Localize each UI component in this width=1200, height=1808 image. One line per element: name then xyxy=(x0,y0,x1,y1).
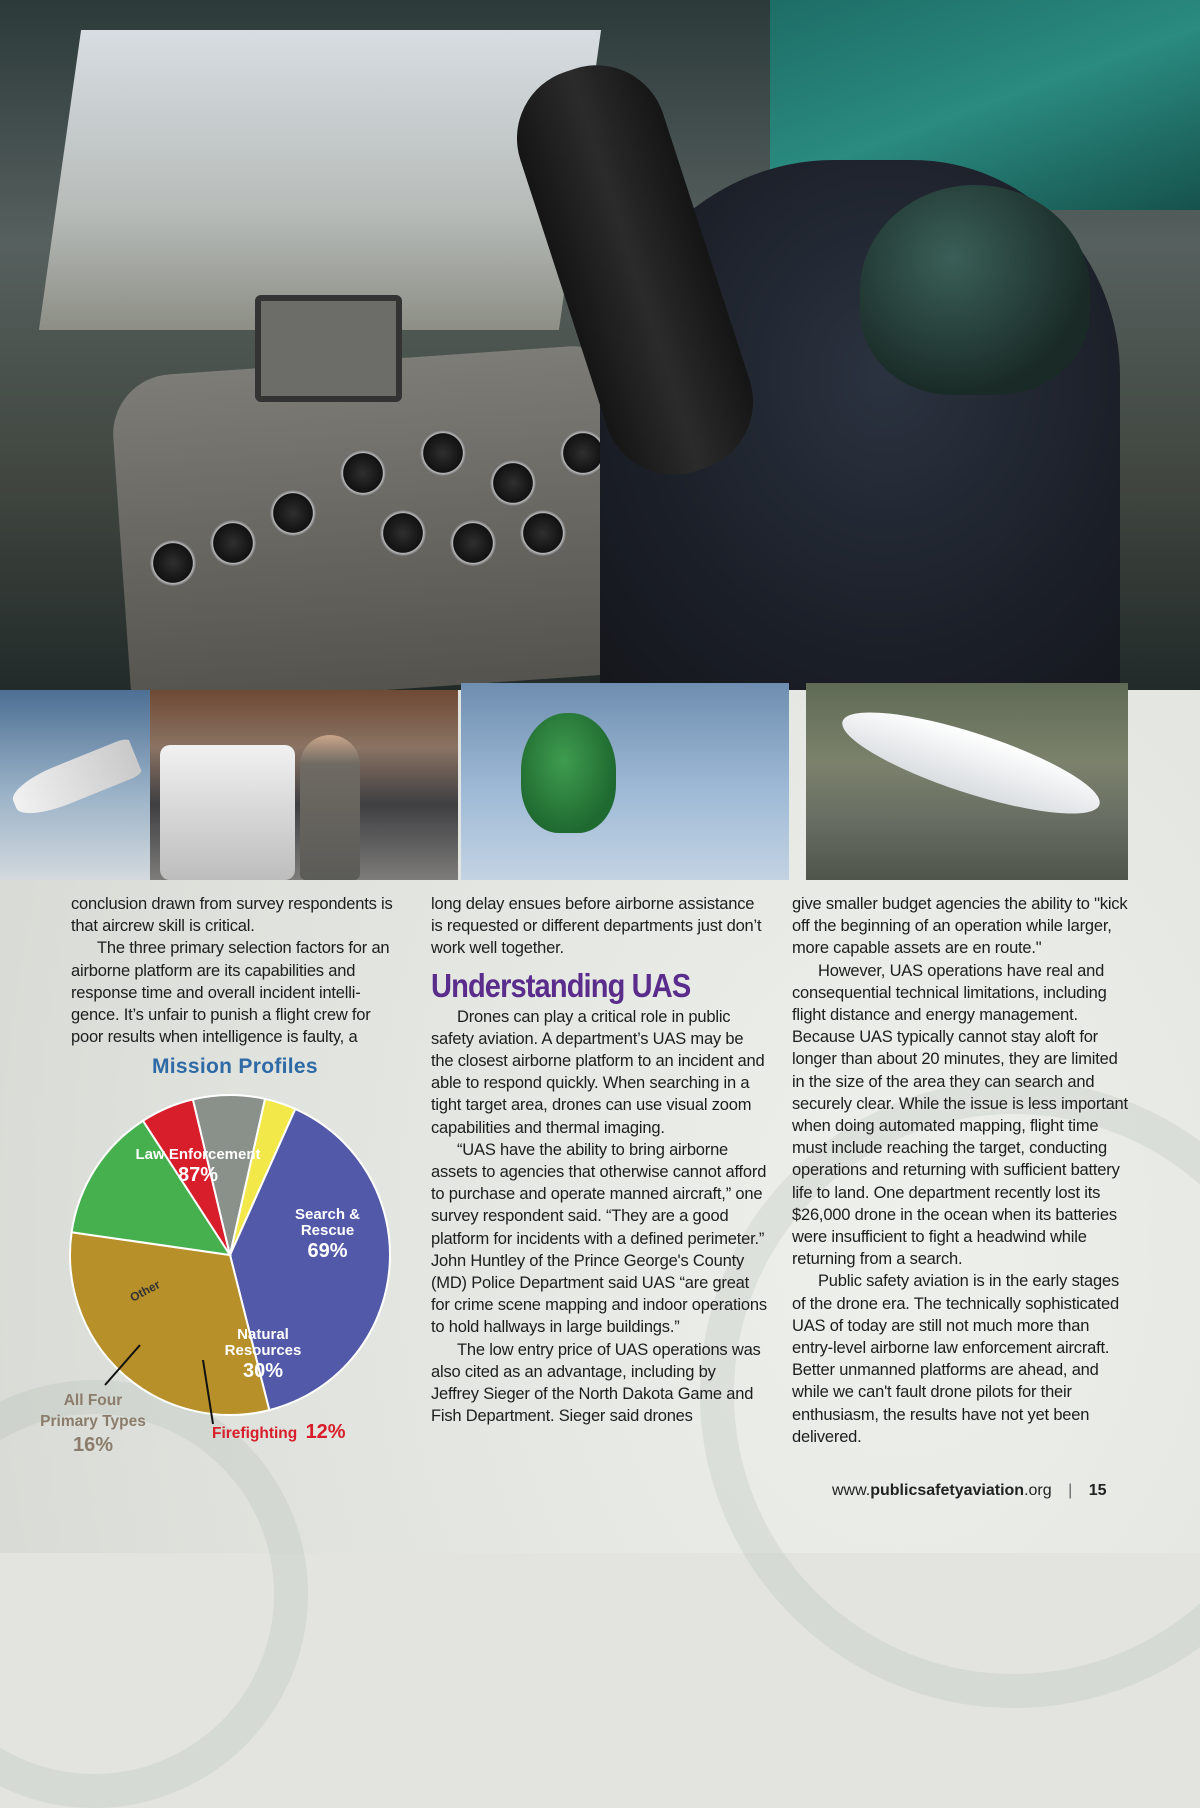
pie-label-search-rescue xyxy=(280,1207,375,1263)
thumb-photo-airplane xyxy=(0,690,150,880)
pie-label-text: Search & xyxy=(294,1206,361,1223)
gauge-icon xyxy=(340,450,386,496)
pie-label-value: 12% xyxy=(305,1421,346,1443)
thumb-photo-helicopter-rescue xyxy=(461,683,789,880)
pie-label-value: 30% xyxy=(242,1360,284,1382)
paragraph: Drones can play a critical role in public safety aviation. A department’s UAS may be the closest airborne platform to an incident and able to respond quickly. When searching in a tight target area, drones can use visual zoom capabilities and thermal imaging. xyxy=(431,1007,765,1137)
pie-label-value: 16% xyxy=(72,1434,114,1456)
suv-shape xyxy=(160,745,295,880)
thumb-photo-drone-pilot xyxy=(150,690,458,880)
pie-label-value: 87% xyxy=(177,1164,219,1186)
thumb-photo-cessna xyxy=(806,683,1128,880)
paragraph: give smaller budget agencies the ability to "kick off the beginning of an operation while larger, more capable assets are en route." xyxy=(792,895,1128,958)
pie-label-all-four xyxy=(28,1390,158,1458)
paragraph: The low entry price of UAS operations was also cited as an advantage, including by Jeffrey Sieger of the North Dakota Game and Fish Department. Sieger said drones xyxy=(431,1340,761,1426)
hero-pilot-helmet xyxy=(860,185,1090,395)
gauge-icon xyxy=(270,490,316,536)
pie-label-firefighting xyxy=(212,1420,346,1446)
footer-separator: | xyxy=(1068,1482,1073,1499)
airplane-shape xyxy=(7,737,143,823)
gauge-icon xyxy=(380,510,426,556)
pie-label-text: Primary Types xyxy=(40,1413,146,1430)
pie-label-text: Law Enforcement xyxy=(135,1146,261,1163)
footer-url[interactable] xyxy=(832,1482,1052,1499)
gauge-icon xyxy=(420,430,466,476)
footer-url-domain: publicsafetyaviation xyxy=(870,1482,1025,1499)
pie-label-text: Natural xyxy=(237,1326,289,1343)
pie-label-text: Firefighting xyxy=(212,1425,298,1442)
paragraph: The three primary selection factors for an airborne platform are its capabilities and response time and overall incident intelligence. It’s unfair to punish a flight crew for poor results when intelligence is faulty, a xyxy=(71,939,390,1047)
section-heading: Understanding UAS xyxy=(431,966,691,1004)
gauge-icon xyxy=(150,540,196,586)
pie-label-law-enforcement xyxy=(118,1147,278,1187)
gauge-icon xyxy=(490,460,536,506)
page-number: 15 xyxy=(1088,1482,1107,1499)
chart-title: Mission Profiles xyxy=(152,1055,318,1078)
page-footer xyxy=(832,1482,1107,1500)
footer-url-suffix: .org xyxy=(1024,1482,1052,1499)
footer-url-prefix: www. xyxy=(832,1482,871,1499)
paragraph: long delay ensues before airborne assistance is requested or different departments just don’t work well together. xyxy=(431,895,762,958)
pie-label-text: All Four xyxy=(63,1392,123,1409)
hero-photo-helicopter-cockpit xyxy=(0,0,1200,690)
pie-label-text: Rescue xyxy=(300,1222,355,1239)
hero-window-view xyxy=(39,30,601,330)
paragraph: However, UAS operations have real and consequential technical limitations, including flight distance and energy management. Because UAS typically cannot stay aloft for longer than about 20 minutes, they are limited in the size of the area they can search and securely clear. While the issue is less important when doing automated mapping, flight time must include reaching the target, conducting operations and returning with sufficient battery life to land. One department recently lost its $26,000 drone in the ocean when its batteries were insufficient to fight a headwind while returning from a search. xyxy=(792,961,1128,1269)
pilot-figure xyxy=(300,735,360,880)
pie-label-text: Other xyxy=(127,1277,163,1305)
gauge-icon xyxy=(520,510,566,556)
airplane-shape xyxy=(833,693,1108,833)
text-column-1 xyxy=(71,893,396,1048)
text-column-3 xyxy=(792,893,1128,1448)
pie-label-value: 69% xyxy=(307,1240,348,1262)
paragraph: “UAS have the ability to bring airborne assets to agencies that otherwise cannot afford to purchase and operate manned aircraft,” one survey respondent said. “They are a good platform for incidents with a defined perimeter.” John Huntley of the Prince George's County (MD) Police Department said UAS “are great for crime scene mapping and indoor operations to hold hallways in large buildings.” xyxy=(431,1140,767,1337)
text-column-2 xyxy=(431,893,767,1427)
paragraph: conclusion drawn from survey respondents is that aircrew skill is critical. xyxy=(71,895,393,936)
paragraph: Public safety aviation is in the early stages of the drone era. The technically sophisticated UAS of today are still not much more than entry-level airborne law enforcement aircraft. Better unmanned platforms are ahead, and while we can't fault drone pilots for their enthusiasm, the results have not yet been delivered. xyxy=(792,1272,1119,1446)
pie-label-natural-resources xyxy=(213,1327,313,1383)
pie-label-text: Resources xyxy=(224,1342,302,1359)
helicopter-shape xyxy=(521,713,616,833)
hero-monitor xyxy=(255,295,402,402)
gauge-icon xyxy=(450,520,496,566)
gauge-icon xyxy=(210,520,256,566)
